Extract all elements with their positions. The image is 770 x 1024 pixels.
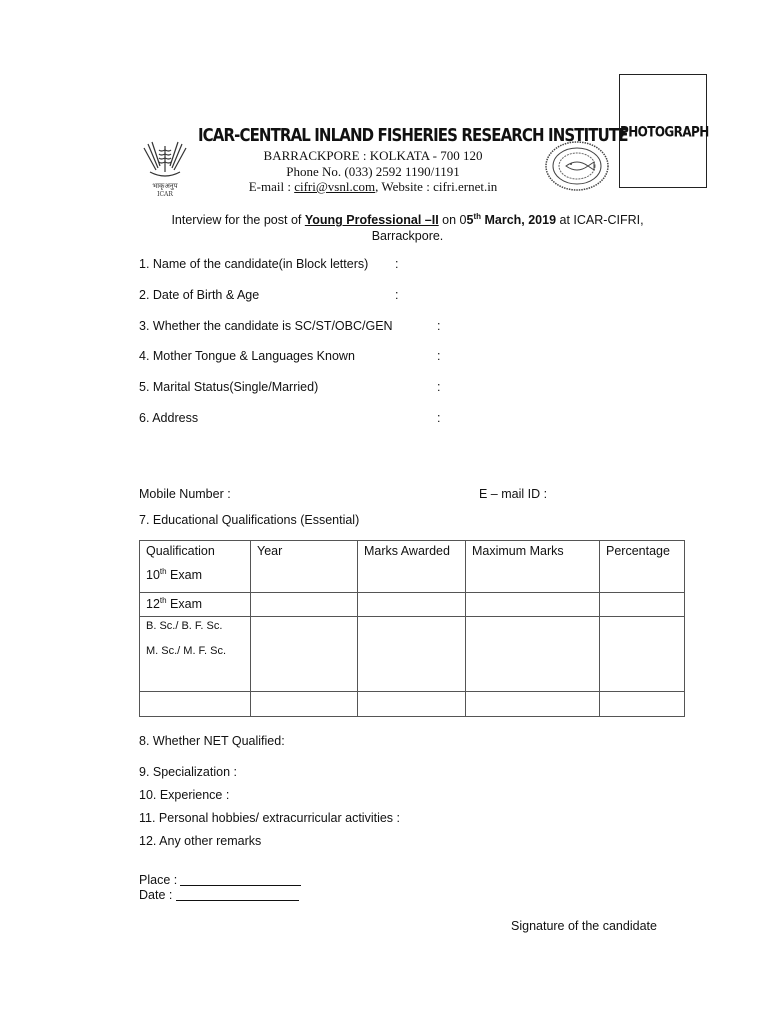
field-name-label: 1. Name of the candidate(in Block letters)	[139, 257, 369, 271]
field-marital-colon: :	[437, 380, 441, 394]
field-address-label: 6. Address	[139, 411, 199, 425]
date-blank-line	[176, 900, 299, 901]
photograph-box	[619, 74, 707, 188]
field-dob-colon: :	[395, 288, 399, 302]
year-cell	[251, 692, 358, 717]
interview-notice: Interview for the post of Young Professional –II on 05th March, 2019 at ICAR-CIFRI, Barrackpore.	[171, 212, 644, 244]
post-name: Young Professional –II	[304, 213, 439, 228]
specialization-label: 9. Specialization :	[139, 765, 237, 779]
email-id-label: E – mail ID :	[479, 487, 548, 501]
qualification-cell	[140, 541, 251, 593]
field-name-colon: :	[395, 257, 399, 271]
table-row	[140, 692, 685, 717]
field-languages-label: 4. Mother Tongue & Languages Known	[139, 349, 355, 363]
qualification-cell	[140, 617, 251, 692]
marks-awarded-cell	[358, 593, 466, 617]
maximum-marks-cell	[466, 692, 600, 717]
twelfth-exam-label: 12th Exam	[146, 596, 203, 612]
marks-awarded-cell	[358, 692, 466, 717]
msc-label: M. Sc./ M. F. Sc.	[146, 645, 227, 657]
website-text: cifri.ernet.in	[433, 179, 498, 194]
photograph-label: PHOTOGRAPH	[620, 123, 709, 141]
institute-contact-line	[198, 179, 548, 195]
svg-text:भाकृअनुप: भाकृअनुप	[152, 182, 178, 190]
place-label: Place :	[139, 873, 178, 887]
percentage-cell	[600, 617, 685, 692]
column-header-maximum-marks: Maximum Marks	[472, 544, 564, 558]
field-marital-label: 5. Marital Status(Single/Married)	[139, 380, 319, 394]
maximum-marks-cell	[466, 593, 600, 617]
table-row	[140, 593, 685, 617]
cifri-seal-logo	[544, 140, 610, 192]
year-cell	[251, 617, 358, 692]
email-label: E-mail :	[248, 179, 295, 194]
percentage-cell	[600, 692, 685, 717]
svg-text:ICAR: ICAR	[157, 191, 173, 198]
education-heading: 7. Educational Qualifications (Essential)	[139, 513, 360, 527]
signature-label: Signature of the candidate	[511, 919, 657, 933]
maximum-marks-cell	[466, 541, 600, 593]
institute-address: BARRACKPORE : KOLKATA - 700 120	[263, 148, 483, 163]
hobbies-label: 11. Personal hobbies/ extracurricular activities :	[139, 811, 400, 825]
year-cell	[251, 593, 358, 617]
percentage-cell	[600, 541, 685, 593]
qualification-cell	[140, 593, 251, 617]
field-address-colon: :	[437, 411, 441, 425]
field-dob-label: 2. Date of Birth & Age	[139, 288, 260, 302]
date-label: Date :	[139, 888, 173, 902]
column-header-qualification: Qualification	[146, 544, 215, 558]
place-blank-line	[180, 885, 301, 886]
table-row	[140, 617, 685, 692]
field-category-label: 3. Whether the candidate is SC/ST/OBC/GEN	[139, 319, 393, 333]
column-header-percentage: Percentage	[606, 544, 670, 558]
institute-title: ICAR-CENTRAL INLAND FISHERIES RESEARCH INSTITUTE	[198, 124, 628, 146]
website-label: , Website :	[375, 179, 434, 194]
marks-awarded-cell	[358, 617, 466, 692]
field-languages-colon: :	[437, 349, 441, 363]
column-header-marks-awarded: Marks Awarded	[364, 544, 450, 558]
bsc-label: B. Sc./ B. F. Sc.	[146, 620, 223, 632]
mobile-number-label: Mobile Number :	[139, 487, 231, 501]
table-row	[140, 541, 685, 593]
percentage-cell	[600, 593, 685, 617]
interview-date: March, 2019	[481, 213, 557, 228]
interview-place: Barrackpore.	[371, 229, 444, 244]
field-category-colon: :	[437, 319, 441, 333]
net-qualified-label: 8. Whether NET Qualified:	[139, 734, 285, 748]
icar-logo	[140, 138, 190, 198]
email-link[interactable]: cifri@vsnl.com	[294, 179, 376, 194]
institute-phone: Phone No. (033) 2592 1190/1191	[286, 164, 460, 179]
experience-label: 10. Experience :	[139, 788, 230, 802]
qualification-cell	[140, 692, 251, 717]
qualifications-table	[139, 540, 685, 717]
tenth-exam-label: 10th Exam	[146, 567, 203, 583]
marks-awarded-cell	[358, 541, 466, 593]
year-cell	[251, 541, 358, 593]
maximum-marks-cell	[466, 617, 600, 692]
other-remarks-label: 12. Any other remarks	[139, 834, 262, 848]
interview-day: 5	[466, 213, 474, 228]
column-header-year: Year	[257, 544, 283, 558]
